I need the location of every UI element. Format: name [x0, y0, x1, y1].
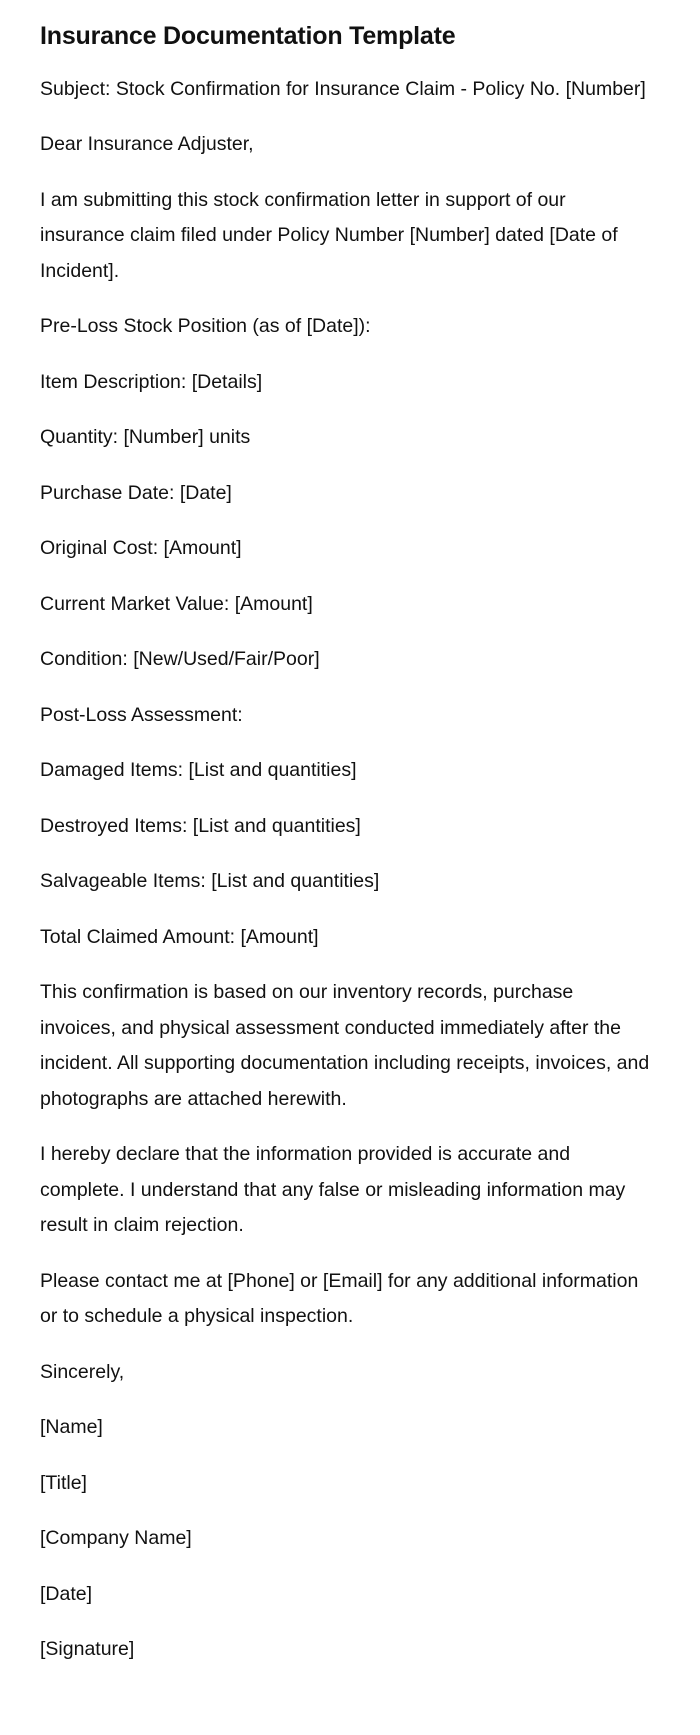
condition-line: Condition: [New/Used/Fair/Poor] — [40, 648, 320, 671]
original-cost-line: Original Cost: [Amount] — [40, 537, 242, 560]
post-loss-heading: Post-Loss Assessment: — [40, 703, 243, 726]
document-body — [40, 72, 660, 1668]
salutation: Dear Insurance Adjuster, — [40, 133, 254, 156]
purchase-date-line: Purchase Date: [Date] — [40, 481, 232, 504]
signature-line: [Signature] — [40, 1638, 135, 1661]
contact-paragraph: Please contact me at [Phone] or [Email] for any additional information or to schedule a physical inspection. — [40, 1269, 639, 1328]
destroyed-items-line: Destroyed Items: [List and quantities] — [40, 814, 361, 837]
basis-paragraph: This confirmation is based on our inventory records, purchase invoices, and physical assessment conducted immediately after the incident. All supporting documentation including receipts, invoices, and photographs are attached herewith. — [40, 981, 650, 1110]
subject-line: Subject: Stock Confirmation for Insurance Claim - Policy No. [Number] — [40, 77, 646, 100]
damaged-items-line: Damaged Items: [List and quantities] — [40, 759, 357, 782]
document-title: Insurance Documentation Template — [40, 22, 456, 50]
market-value-line: Current Market Value: [Amount] — [40, 592, 313, 615]
declaration-paragraph: I hereby declare that the information provided is accurate and complete. I understand that any false or misleading information may result in claim rejection. — [40, 1143, 626, 1237]
closing: Sincerely, — [40, 1360, 125, 1383]
item-description-line: Item Description: [Details] — [40, 370, 263, 393]
pre-loss-heading: Pre-Loss Stock Position (as of [Date]): — [40, 315, 371, 338]
total-claimed-line: Total Claimed Amount: [Amount] — [40, 925, 319, 948]
intro-paragraph: I am submitting this stock confirmation letter in support of our insurance claim filed under Policy Number [Number] dated [Date of Incident]. — [40, 188, 618, 282]
signature-date: [Date] — [40, 1582, 93, 1605]
salvageable-items-line: Salvageable Items: [List and quantities] — [40, 870, 380, 893]
quantity-line: Quantity: [Number] units — [40, 426, 251, 449]
signer-name: [Name] — [40, 1416, 103, 1439]
company-name: [Company Name] — [40, 1527, 192, 1550]
signer-title: [Title] — [40, 1471, 87, 1494]
